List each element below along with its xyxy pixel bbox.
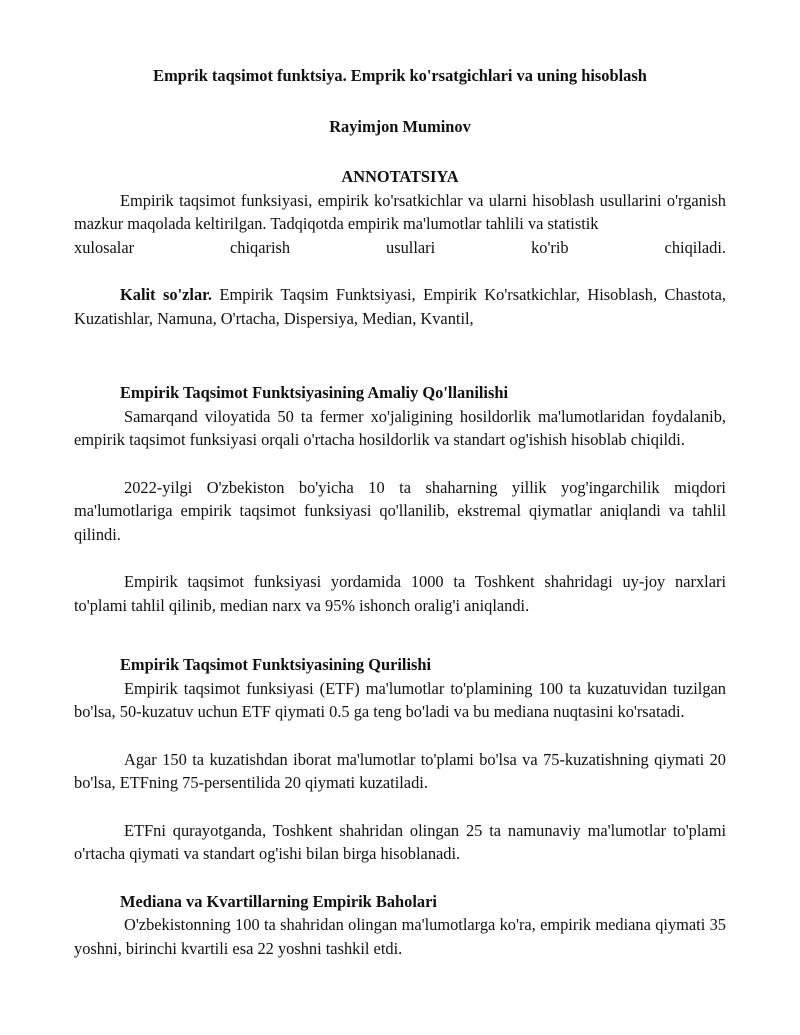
abstract-text xyxy=(74,189,726,260)
keywords-text: Empirik Taqsim Funktsiyasi, Empirik Ko'rsatkichlar, Hisoblash, Chastota, Kuzatishlar, Namuna, O'rtacha, Dispersiya, Median, Kvantil, xyxy=(74,285,726,328)
section-heading-construction: Empirik Taqsimot Funktsiyasining Qurilishi xyxy=(120,655,432,674)
abstract-line-1: Empirik taqsimot funksiyasi, empirik ko'rsatkichlar va ularni hisoblash usullarini o'rganish mazkur maqolada keltirilgan. Tadqiqotda empirik ma'lumotlar tahlili va statistik xyxy=(74,190,726,233)
section1-paragraph-1: Samarqand viloyatida 50 ta fermer xo'jaligining hosildorlik ma'lumotlaridan foydalanib, empirik taqsimot funksiyasi orqali o'rtacha hosildorlik va standart og'ishish hisoblab chiqildi. xyxy=(74,406,726,449)
author-name: Rayimjon Muminov xyxy=(329,116,471,136)
section2-paragraph-1: Empirik taqsimot funksiyasi (ETF) ma'lumotlar to'plamining 100 ta kuzatuvidan tuzilgan bo'lsa, 50-kuzatuv uchun ETF qiymati 0.5 ga teng bo'ladi va bu mediana nuqtasini ko'rsatadi. xyxy=(74,678,726,721)
annotation-heading: ANNOTATSIYA xyxy=(341,167,459,186)
keywords-label: Kalit so'zlar. xyxy=(120,285,213,304)
section1-paragraph-3: Empirik taqsimot funksiyasi yordamida 1000 ta Toshkent shahridagi uy-joy narxlari to'plami tahlil qilinib, median narx va 95% ishonch oralig'i aniqlandi. xyxy=(74,572,726,615)
keywords-paragraph xyxy=(74,283,726,330)
abstract-line-2: xulosalar chiqarish usullari ko'rib chiqiladi. xyxy=(74,237,726,257)
paper-title: Emprik taqsimot funktsiya. Emprik ko'rsatgichlari va uning hisoblash xyxy=(153,66,647,85)
section1-paragraph-2: 2022-yilgi O'zbekiston bo'yicha 10 ta shaharning yillik yog'ingarchilik miqdori ma'lumotlariga empirik taqsimot funksiyasi qo'llanilib, ekstremal qiymatlar aniqlandi va tahlil qilindi. xyxy=(74,477,726,544)
section-heading-applications: Empirik Taqsimot Funktsiyasining Amaliy Qo'llanilishi xyxy=(120,383,509,402)
section2-paragraph-2: Agar 150 ta kuzatishdan iborat ma'lumotlar to'plami bo'lsa va 75-kuzatishning qiymati 20 bo'lsa, ETFning 75-persentilida 20 qiymati kuzatiladi. xyxy=(74,749,726,792)
section3-paragraph-1: O'zbekistonning 100 ta shahridan olingan ma'lumotlarga ko'ra, empirik mediana qiymati 35 yoshni, birinchi kvartili esa 22 yoshni tashkil etdi. xyxy=(74,915,726,958)
section-heading-median-quartiles: Mediana va Kvartillarning Empirik Baholari xyxy=(120,891,437,911)
section2-paragraph-3: ETFni qurayotganda, Toshkent shahridan olingan 25 ta namunaviy ma'lumotlar to'plami o'rtacha qiymati va standart og'ishi bilan birga hisoblanadi. xyxy=(74,820,726,863)
